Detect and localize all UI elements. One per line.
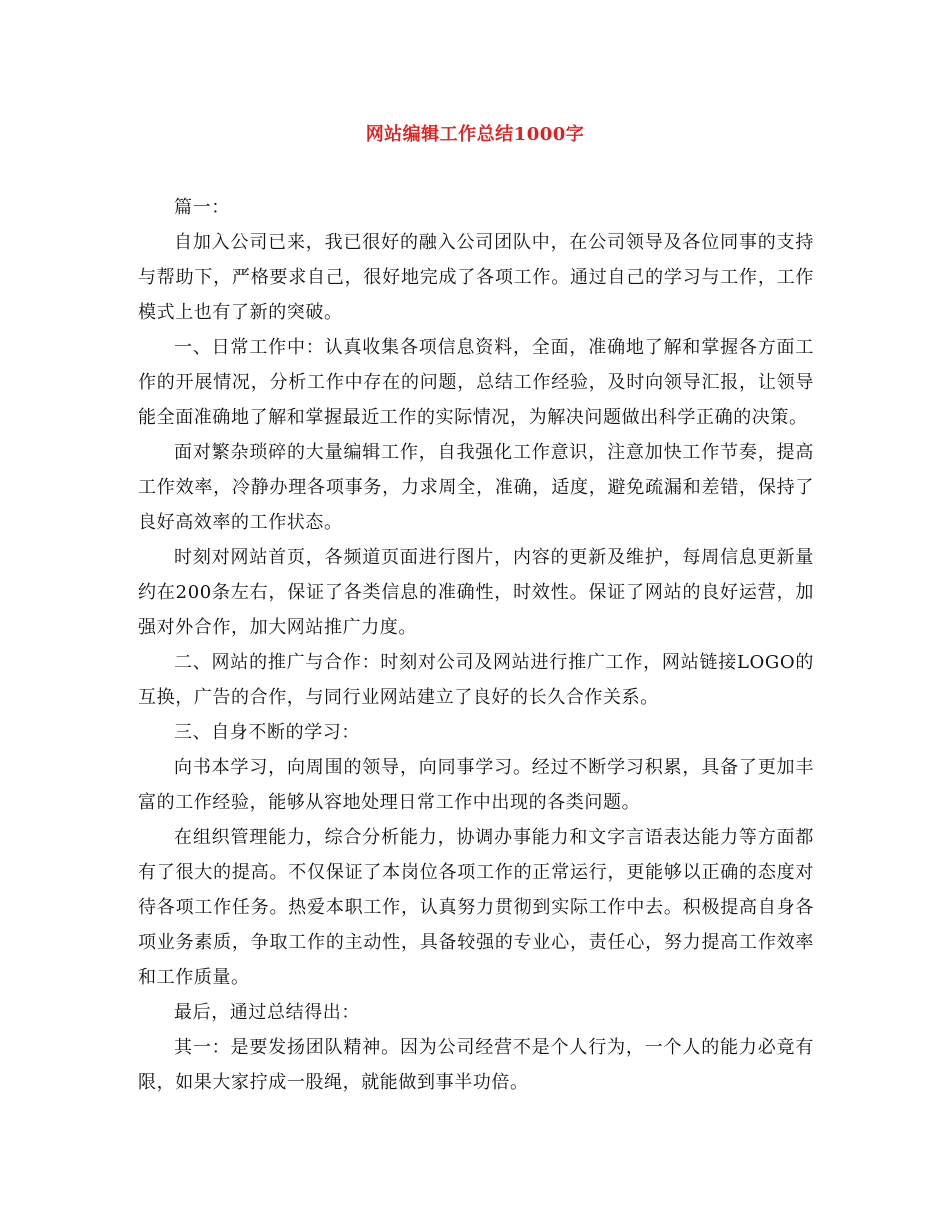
- paragraph-promotion: 二、网站的推广与合作：时刻对公司及网站进行推广工作，网站链接LOGO的互换，广告的合作，与同行业网站建立了良好的长久合作关系。: [138, 652, 814, 708]
- paragraph-teamwork: 其一：是要发扬团队精神。因为公司经营不是个人行为，一个人的能力必竟有限，如果大家拧成一股绳，就能做到事半功倍。: [138, 1037, 814, 1093]
- paragraph-conclusion-heading: 最后，通过总结得出：: [174, 1002, 360, 1023]
- paragraph-abilities: 在组织管理能力，综合分析能力，协调办事能力和文字言语表达能力等方面都有了很大的提高。不仅保证了本岗位各项工作的正常运行，更能够以正确的态度对待各项工作任务。热爱本职工作，认真努力贯彻到实际工作中去。积极提高自身各项业务素质，争取工作的主动性，具备较强的专业心，责任心，努力提高工作效率和工作质量。: [138, 827, 814, 988]
- paragraph-intro: 自加入公司已来，我已很好的融入公司团队中，在公司领导及各位同事的支持与帮助下，严格要求自己，很好地完成了各项工作。通过自己的学习与工作，工作模式上也有了新的突破。: [138, 232, 814, 323]
- paragraph-learning: 向书本学习，向周围的领导，向同事学习。经过不断学习积累，具备了更加丰富的工作经验，能够从容地处理日常工作中出现的各类问题。: [138, 757, 814, 813]
- paragraph-site-maintenance: 时刻对网站首页，各频道页面进行图片，内容的更新及维护，每周信息更新量约在200条左右，保证了各类信息的准确性，时效性。保证了网站的良好运营，加强对外合作，加大网站推广力度。: [138, 547, 814, 638]
- document-title: 网站编辑工作总结1000字: [365, 124, 585, 145]
- paragraph-daily-work: 一、日常工作中：认真收集各项信息资料，全面，准确地了解和掌握各方面工作的开展情况，分析工作中存在的问题，总结工作经验，及时向领导汇报，让领导能全面准确地了解和掌握最近工作的实际情况，为解决问题做出科学正确的决策。: [138, 337, 814, 428]
- paragraph-editing-work: 面对繁杂琐碎的大量编辑工作，自我强化工作意识，注意加快工作节奏，提高工作效率，冷静办理各项事务，力求周全，准确，适度，避免疏漏和差错，保持了良好高效率的工作状态。: [138, 442, 814, 533]
- document-body: [138, 190, 814, 1100]
- paragraph-heading-part-one: 篇一：: [174, 197, 230, 218]
- paragraph-learning-heading: 三、自身不断的学习：: [174, 722, 360, 743]
